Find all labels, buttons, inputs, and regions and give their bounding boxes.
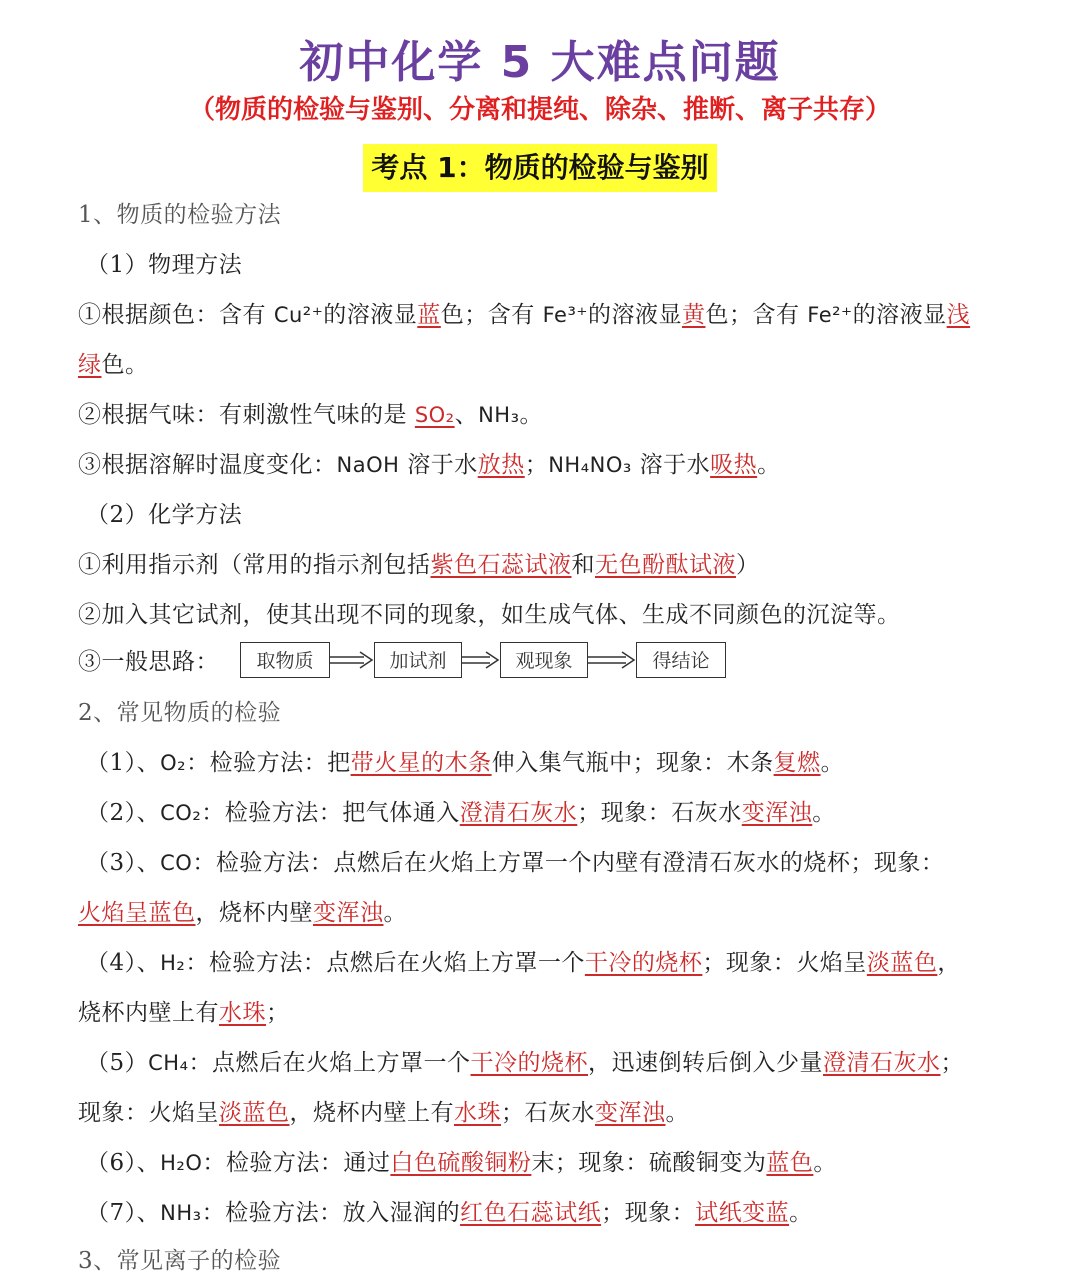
text: 现象：火焰呈 [78, 1100, 219, 1126]
answer: 水珠 [219, 1000, 266, 1026]
text: ①根据颜色：含有 [78, 302, 274, 328]
text: 色。 [101, 352, 149, 378]
text: ：检验方法：通过 [202, 1150, 391, 1176]
text: （1）、 [86, 750, 161, 776]
answer: 澄清石灰水 [823, 1050, 941, 1076]
answer: 带火星的木条 [350, 750, 492, 776]
text: （4）、 [86, 950, 161, 976]
formula-naoh: NaOH [336, 453, 400, 477]
section-heading-1: 1、物质的检验方法 [78, 202, 282, 228]
text: 。 [789, 1200, 813, 1226]
answer-light: 浅 [946, 302, 971, 328]
ch4-test-line-cont [78, 1088, 1038, 1138]
text: 烧杯内壁上有 [78, 1000, 219, 1026]
formula-nh3: NH₃ [160, 1201, 202, 1225]
answer-yellow: 黄 [681, 302, 706, 328]
answer: 水珠 [454, 1100, 501, 1126]
text: （7）、 [86, 1200, 161, 1226]
text: ；现象：石灰水 [577, 800, 742, 826]
text: ；现象： [601, 1200, 696, 1226]
answer: 澄清石灰水 [459, 800, 578, 826]
section-heading-3: 3、常见离子的检验 [78, 1248, 282, 1274]
text: ③根据溶解时温度变化： [78, 452, 337, 478]
formula-nh4no3: NH₄NO₃ [548, 453, 632, 477]
text: 和 [571, 552, 595, 578]
page-title: 初中化学 5 大难点问题 [299, 37, 781, 88]
answer: 复燃 [773, 750, 821, 776]
text: ：点燃后在火焰上方罩一个 [188, 1050, 471, 1076]
formula-co2: CO₂ [160, 801, 202, 825]
smell-method-line [78, 390, 1038, 440]
text: ；石灰水 [501, 1100, 595, 1126]
text: 。 [383, 900, 407, 926]
text: ①利用指示剂（常用的指示剂包括 [78, 552, 431, 578]
answer: 干冷的烧杯 [470, 1050, 589, 1076]
answer: 变浑浊 [741, 800, 813, 826]
flow-step-4: 得结论 [636, 642, 726, 678]
text: 的溶液显 [323, 302, 418, 328]
formula-co: CO [160, 851, 193, 875]
answer: 白色硫酸铜粉 [390, 1150, 532, 1176]
h2o-test-line [86, 1138, 1046, 1188]
formula-nh3: NH₃ [478, 403, 520, 427]
text: 、 [454, 402, 479, 428]
text: 溶于水 [399, 452, 478, 478]
text: 的溶液显 [587, 302, 682, 328]
answer-release-heat: 放热 [477, 452, 525, 478]
text: 伸入集气瓶中；现象：木条 [491, 750, 774, 776]
h2-test-line-cont [78, 988, 1038, 1038]
text: 色；含有 [440, 302, 543, 328]
formula-h2: H₂ [160, 951, 186, 975]
answer-absorb-heat: 吸热 [710, 452, 758, 478]
answer: 淡蓝色 [219, 1100, 290, 1126]
text: 。 [820, 750, 845, 776]
reagent-line: ②加入其它试剂，使其出现不同的现象，如生成气体、生成不同颜色的沉淀等。 [78, 602, 901, 628]
text: 。 [812, 800, 836, 826]
double-arrow-icon [462, 650, 500, 670]
answer-green: 绿 [78, 352, 102, 378]
text: ；现象：火焰呈 [702, 950, 867, 976]
text: （6）、 [86, 1150, 161, 1176]
answer: 变浑浊 [595, 1100, 666, 1126]
color-method-line [78, 290, 1038, 340]
text: 。 [813, 1150, 837, 1176]
formula-ch4: CH₄ [148, 1051, 189, 1075]
exam-point-label: 考点 1：物质的检验与鉴别 [363, 144, 716, 192]
text: ：检验方法：把 [186, 750, 351, 776]
co2-test-line [86, 788, 1046, 838]
text: ； [266, 1000, 290, 1026]
color-method-line-cont [78, 340, 1038, 390]
text: ， [937, 950, 961, 976]
o2-test-line [86, 738, 1046, 788]
text: ：检验方法：点燃后在火焰上方罩一个内壁有澄清石灰水的烧杯；现象： [192, 850, 945, 876]
answer: 试纸变蓝 [695, 1200, 790, 1226]
text: 。 [519, 402, 544, 428]
answer: 淡蓝色 [866, 950, 938, 976]
answer: 干冷的烧杯 [584, 950, 703, 976]
answer: 变浑浊 [313, 900, 384, 926]
flow-step-1: 取物质 [240, 642, 330, 678]
text: 。 [757, 452, 781, 478]
answer-blue: 蓝 [417, 302, 441, 328]
text: ，迅速倒转后倒入少量 [588, 1050, 824, 1076]
text: 溶于水 [631, 452, 711, 478]
text: ：检验方法：放入湿润的 [201, 1200, 461, 1226]
text: 。 [665, 1100, 689, 1126]
formula-fe3: Fe³⁺ [542, 303, 588, 327]
double-arrow-icon [330, 650, 374, 670]
text: ； [524, 452, 549, 478]
double-arrow-icon [588, 650, 636, 670]
text: （5） [86, 1050, 149, 1076]
answer: 火焰呈蓝色 [78, 900, 196, 926]
section-heading-2: 2、常见物质的检验 [78, 700, 282, 726]
answer-so2: SO₂ [414, 403, 455, 427]
formula-cu: Cu²⁺ [273, 303, 324, 327]
text: （2）、 [86, 800, 161, 826]
ch4-test-line [86, 1038, 1046, 1088]
indicator-line [78, 540, 1038, 590]
text: ） [736, 552, 760, 578]
physical-method-heading: （1）物理方法 [86, 252, 243, 278]
text: 的溶液显 [852, 302, 947, 328]
answer: 红色石蕊试纸 [460, 1200, 602, 1226]
exam-point-banner [0, 144, 1080, 192]
flow-step-3: 观现象 [500, 642, 588, 678]
text: 末；现象：硫酸铜变为 [531, 1150, 767, 1176]
answer-phenolphthalein: 无色酚酞试液 [595, 552, 736, 578]
answer: 蓝色 [766, 1150, 814, 1176]
page-subtitle: （物质的检验与鉴别、分离和提纯、除杂、推断、离子共存） [188, 95, 891, 125]
chemical-method-heading: （2）化学方法 [86, 502, 243, 528]
text: ，烧杯内壁上有 [289, 1100, 454, 1126]
flow-diagram [240, 640, 726, 680]
text: ，烧杯内壁 [195, 900, 313, 926]
text: ； [940, 1050, 965, 1076]
text: ②根据气味：有刺激性气味的是 [78, 402, 415, 428]
co-test-line-cont [78, 888, 1038, 938]
h2-test-line [86, 938, 1046, 988]
text: ：检验方法：点燃后在火焰上方罩一个 [185, 950, 585, 976]
co-test-line [86, 838, 1046, 888]
formula-h2o: H₂O [160, 1151, 203, 1175]
formula-o2: O₂ [160, 751, 187, 775]
flow-step-2: 加试剂 [374, 642, 462, 678]
text: 色；含有 [705, 302, 808, 328]
text: （3）、 [86, 850, 161, 876]
flow-label: ③一般思路： [78, 649, 219, 675]
answer-litmus: 紫色石蕊试液 [430, 552, 572, 578]
formula-fe2: Fe²⁺ [807, 303, 853, 327]
nh3-test-line [86, 1188, 1046, 1238]
temperature-method-line [78, 440, 1038, 490]
text: ：检验方法：把气体通入 [201, 800, 460, 826]
